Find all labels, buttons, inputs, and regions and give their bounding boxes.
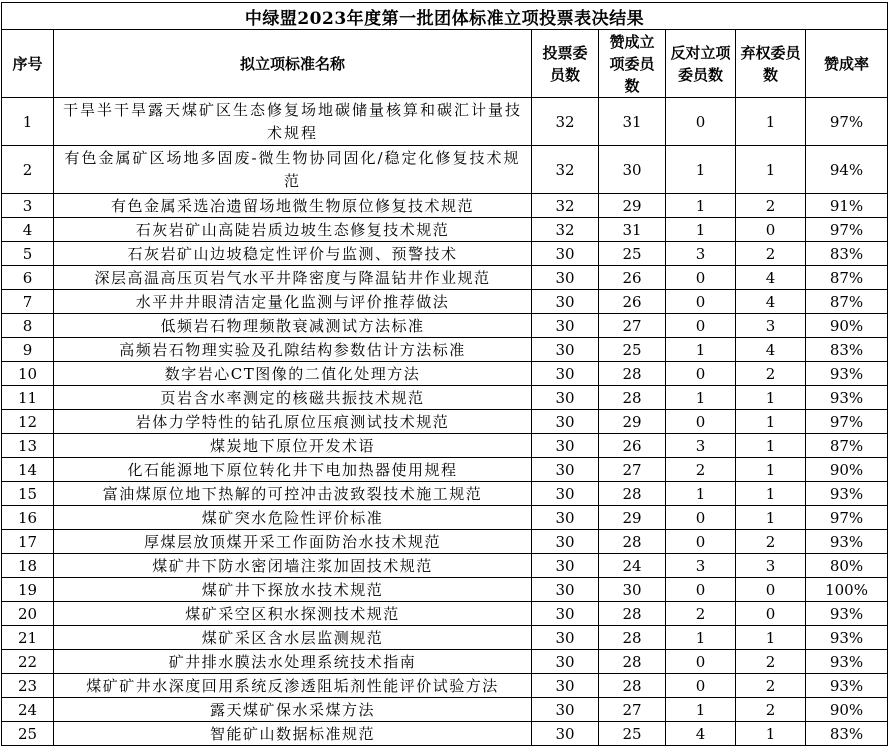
- row-rate: 94%: [806, 146, 888, 194]
- row-rate: 87%: [806, 290, 888, 314]
- row-standard-name: 有色金属采选冶遗留场地微生物原位修复技术规范: [54, 194, 532, 218]
- row-index: 21: [2, 626, 54, 650]
- row-standard-name: 富油煤原位地下热解的可控冲击波致裂技术施工规范: [54, 482, 532, 506]
- row-oppose: 0: [666, 578, 736, 602]
- row-index: 25: [2, 722, 54, 746]
- header-name: 拟立项标准名称: [54, 30, 532, 98]
- row-voters: 30: [532, 242, 599, 266]
- row-abstain: 1: [736, 458, 806, 482]
- row-approve: 26: [599, 266, 666, 290]
- row-standard-name: 露天煤矿保水采煤方法: [54, 698, 532, 722]
- row-standard-name: 低频岩石物理频散衰减测试方法标准: [54, 314, 532, 338]
- row-rate: 91%: [806, 194, 888, 218]
- row-abstain: 3: [736, 314, 806, 338]
- row-standard-name: 岩体力学特性的钻孔原位压痕测试技术规范: [54, 410, 532, 434]
- row-abstain: 1: [736, 626, 806, 650]
- table-row: [2, 410, 888, 434]
- row-voters: 30: [532, 650, 599, 674]
- table-body: [2, 98, 888, 746]
- row-oppose: 2: [666, 458, 736, 482]
- row-approve: 30: [599, 578, 666, 602]
- row-index: 23: [2, 674, 54, 698]
- row-index: 9: [2, 338, 54, 362]
- header-index: 序号: [2, 30, 54, 98]
- row-rate: 97%: [806, 98, 888, 146]
- row-approve: 28: [599, 530, 666, 554]
- row-voters: 30: [532, 266, 599, 290]
- row-rate: 83%: [806, 338, 888, 362]
- row-voters: 30: [532, 626, 599, 650]
- row-index: 12: [2, 410, 54, 434]
- row-voters: 30: [532, 458, 599, 482]
- table-row: [2, 650, 888, 674]
- row-standard-name: 煤矿矿井水深度回用系统反渗透阻垢剂性能评价试验方法: [54, 674, 532, 698]
- row-oppose: 0: [666, 530, 736, 554]
- row-index: 5: [2, 242, 54, 266]
- row-standard-name: 厚煤层放顶煤开采工作面防治水技术规范: [54, 530, 532, 554]
- table-row: [2, 554, 888, 578]
- row-abstain: 1: [736, 722, 806, 746]
- row-oppose: 1: [666, 338, 736, 362]
- row-index: 15: [2, 482, 54, 506]
- row-rate: 87%: [806, 266, 888, 290]
- row-index: 7: [2, 290, 54, 314]
- row-rate: 100%: [806, 578, 888, 602]
- row-abstain: 4: [736, 290, 806, 314]
- row-standard-name: 深层高温高压页岩气水平井降密度与降温钻井作业规范: [54, 266, 532, 290]
- row-voters: 30: [532, 554, 599, 578]
- table-row: [2, 98, 888, 146]
- table-row: [2, 602, 888, 626]
- table-row: [2, 626, 888, 650]
- row-standard-name: 石灰岩矿山边坡稳定性评价与监测、预警技术: [54, 242, 532, 266]
- row-abstain: 1: [736, 386, 806, 410]
- row-voters: 30: [532, 530, 599, 554]
- row-approve: 26: [599, 290, 666, 314]
- row-approve: 29: [599, 194, 666, 218]
- row-approve: 28: [599, 674, 666, 698]
- row-abstain: 0: [736, 218, 806, 242]
- row-oppose: 3: [666, 554, 736, 578]
- row-abstain: 3: [736, 554, 806, 578]
- row-abstain: 4: [736, 266, 806, 290]
- header-voters: 投票委员数: [532, 30, 599, 98]
- header-oppose: 反对立项委员数: [666, 30, 736, 98]
- row-voters: 30: [532, 602, 599, 626]
- header-approve: 赞成立项委员数: [599, 30, 666, 98]
- row-voters: 32: [532, 146, 599, 194]
- row-oppose: 4: [666, 722, 736, 746]
- row-abstain: 2: [736, 674, 806, 698]
- row-abstain: 1: [736, 410, 806, 434]
- table-row: [2, 386, 888, 410]
- row-voters: 30: [532, 698, 599, 722]
- row-approve: 24: [599, 554, 666, 578]
- row-voters: 30: [532, 434, 599, 458]
- row-voters: 30: [532, 386, 599, 410]
- row-oppose: 2: [666, 602, 736, 626]
- row-rate: 87%: [806, 434, 888, 458]
- row-standard-name: 智能矿山数据标准规范: [54, 722, 532, 746]
- row-oppose: 0: [666, 650, 736, 674]
- table-row: [2, 314, 888, 338]
- row-approve: 25: [599, 242, 666, 266]
- row-approve: 25: [599, 722, 666, 746]
- row-approve: 28: [599, 386, 666, 410]
- row-oppose: 0: [666, 674, 736, 698]
- row-approve: 26: [599, 434, 666, 458]
- row-oppose: 1: [666, 698, 736, 722]
- row-rate: 90%: [806, 314, 888, 338]
- row-rate: 97%: [806, 506, 888, 530]
- row-oppose: 0: [666, 290, 736, 314]
- row-abstain: 2: [736, 698, 806, 722]
- row-standard-name: 矿井排水膜法水处理系统技术指南: [54, 650, 532, 674]
- row-oppose: 3: [666, 434, 736, 458]
- row-voters: 30: [532, 314, 599, 338]
- table-row: [2, 434, 888, 458]
- row-standard-name: 石灰岩矿山高陡岩质边坡生态修复技术规范: [54, 218, 532, 242]
- row-index: 4: [2, 218, 54, 242]
- row-voters: 32: [532, 218, 599, 242]
- row-standard-name: 高频岩石物理实验及孔隙结构参数估计方法标准: [54, 338, 532, 362]
- row-standard-name: 有色金属矿区场地多固废-微生物协同固化/稳定化修复技术规范: [54, 146, 532, 194]
- row-index: 3: [2, 194, 54, 218]
- table-row: [2, 290, 888, 314]
- row-standard-name: 数字岩心CT图像的二值化处理方法: [54, 362, 532, 386]
- row-oppose: 1: [666, 146, 736, 194]
- row-voters: 30: [532, 410, 599, 434]
- row-oppose: 0: [666, 266, 736, 290]
- table-row: [2, 722, 888, 746]
- row-standard-name: 煤矿采区含水层监测规范: [54, 626, 532, 650]
- table-row: [2, 338, 888, 362]
- table-row: [2, 482, 888, 506]
- row-approve: 27: [599, 698, 666, 722]
- row-oppose: 3: [666, 242, 736, 266]
- row-voters: 30: [532, 674, 599, 698]
- row-index: 1: [2, 98, 54, 146]
- row-approve: 28: [599, 626, 666, 650]
- row-voters: 30: [532, 362, 599, 386]
- row-approve: 28: [599, 362, 666, 386]
- row-rate: 93%: [806, 530, 888, 554]
- row-oppose: 1: [666, 626, 736, 650]
- row-approve: 28: [599, 650, 666, 674]
- row-index: 17: [2, 530, 54, 554]
- vote-results-sheet: [1, 2, 887, 746]
- row-index: 16: [2, 506, 54, 530]
- row-voters: 30: [532, 338, 599, 362]
- row-abstain: 1: [736, 98, 806, 146]
- row-standard-name: 化石能源地下原位转化井下电加热器使用规程: [54, 458, 532, 482]
- row-rate: 83%: [806, 722, 888, 746]
- row-rate: 93%: [806, 650, 888, 674]
- row-abstain: 1: [736, 146, 806, 194]
- row-rate: 93%: [806, 386, 888, 410]
- row-standard-name: 干旱半干旱露天煤矿区生态修复场地碳储量核算和碳汇计量技术规程: [54, 98, 532, 146]
- row-standard-name: 煤矿采空区积水探测技术规范: [54, 602, 532, 626]
- table-row: [2, 362, 888, 386]
- row-oppose: 0: [666, 362, 736, 386]
- row-abstain: 2: [736, 650, 806, 674]
- row-approve: 31: [599, 218, 666, 242]
- table-row: [2, 458, 888, 482]
- row-approve: 28: [599, 602, 666, 626]
- row-index: 11: [2, 386, 54, 410]
- table-row: [2, 578, 888, 602]
- row-index: 10: [2, 362, 54, 386]
- row-abstain: 0: [736, 602, 806, 626]
- row-oppose: 1: [666, 386, 736, 410]
- header-abstain: 弃权委员数: [736, 30, 806, 98]
- row-standard-name: 煤矿井下探放水技术规范: [54, 578, 532, 602]
- row-standard-name: 水平井井眼清洁定量化监测与评价推荐做法: [54, 290, 532, 314]
- row-abstain: 2: [736, 242, 806, 266]
- table-row: [2, 698, 888, 722]
- row-voters: 30: [532, 578, 599, 602]
- row-abstain: 2: [736, 362, 806, 386]
- row-rate: 90%: [806, 458, 888, 482]
- row-standard-name: 煤矿突水危险性评价标准: [54, 506, 532, 530]
- table-row: [2, 194, 888, 218]
- row-rate: 93%: [806, 626, 888, 650]
- row-rate: 97%: [806, 410, 888, 434]
- row-index: 20: [2, 602, 54, 626]
- row-standard-name: 煤炭地下原位开发术语: [54, 434, 532, 458]
- row-voters: 32: [532, 98, 599, 146]
- table-row: [2, 218, 888, 242]
- row-oppose: 0: [666, 410, 736, 434]
- row-voters: 32: [532, 194, 599, 218]
- row-rate: 97%: [806, 218, 888, 242]
- row-approve: 28: [599, 482, 666, 506]
- row-index: 13: [2, 434, 54, 458]
- header-rate: 赞成率: [806, 30, 888, 98]
- row-approve: 30: [599, 146, 666, 194]
- row-index: 14: [2, 458, 54, 482]
- row-standard-name: 煤矿井下防水密闭墙注浆加固技术规范: [54, 554, 532, 578]
- row-standard-name: 页岩含水率测定的核磁共振技术规范: [54, 386, 532, 410]
- table-row: [2, 146, 888, 194]
- row-voters: 30: [532, 722, 599, 746]
- row-oppose: 0: [666, 98, 736, 146]
- row-rate: 83%: [806, 242, 888, 266]
- row-index: 2: [2, 146, 54, 194]
- row-oppose: 1: [666, 194, 736, 218]
- row-approve: 29: [599, 506, 666, 530]
- row-rate: 93%: [806, 674, 888, 698]
- row-abstain: 1: [736, 482, 806, 506]
- row-index: 24: [2, 698, 54, 722]
- row-abstain: 4: [736, 338, 806, 362]
- row-oppose: 1: [666, 482, 736, 506]
- row-index: 18: [2, 554, 54, 578]
- row-approve: 27: [599, 458, 666, 482]
- row-rate: 90%: [806, 698, 888, 722]
- row-rate: 93%: [806, 482, 888, 506]
- row-oppose: 0: [666, 314, 736, 338]
- row-rate: 93%: [806, 362, 888, 386]
- table-title: 中绿盟2023年度第一批团体标准立项投票表决结果: [2, 3, 888, 30]
- row-oppose: 1: [666, 218, 736, 242]
- row-abstain: 2: [736, 194, 806, 218]
- table-row: [2, 506, 888, 530]
- table-row: [2, 266, 888, 290]
- row-approve: 27: [599, 314, 666, 338]
- table-row: [2, 674, 888, 698]
- row-rate: 93%: [806, 602, 888, 626]
- row-oppose: 0: [666, 506, 736, 530]
- row-approve: 25: [599, 338, 666, 362]
- row-index: 6: [2, 266, 54, 290]
- row-approve: 29: [599, 410, 666, 434]
- row-index: 8: [2, 314, 54, 338]
- row-voters: 30: [532, 482, 599, 506]
- row-voters: 30: [532, 290, 599, 314]
- row-approve: 31: [599, 98, 666, 146]
- row-index: 22: [2, 650, 54, 674]
- vote-results-table: [1, 2, 888, 746]
- row-abstain: 1: [736, 506, 806, 530]
- table-row: [2, 242, 888, 266]
- row-voters: 30: [532, 506, 599, 530]
- header-row: [2, 30, 888, 98]
- row-index: 19: [2, 578, 54, 602]
- row-abstain: 2: [736, 530, 806, 554]
- row-rate: 80%: [806, 554, 888, 578]
- table-row: [2, 530, 888, 554]
- row-abstain: 0: [736, 578, 806, 602]
- row-abstain: 1: [736, 434, 806, 458]
